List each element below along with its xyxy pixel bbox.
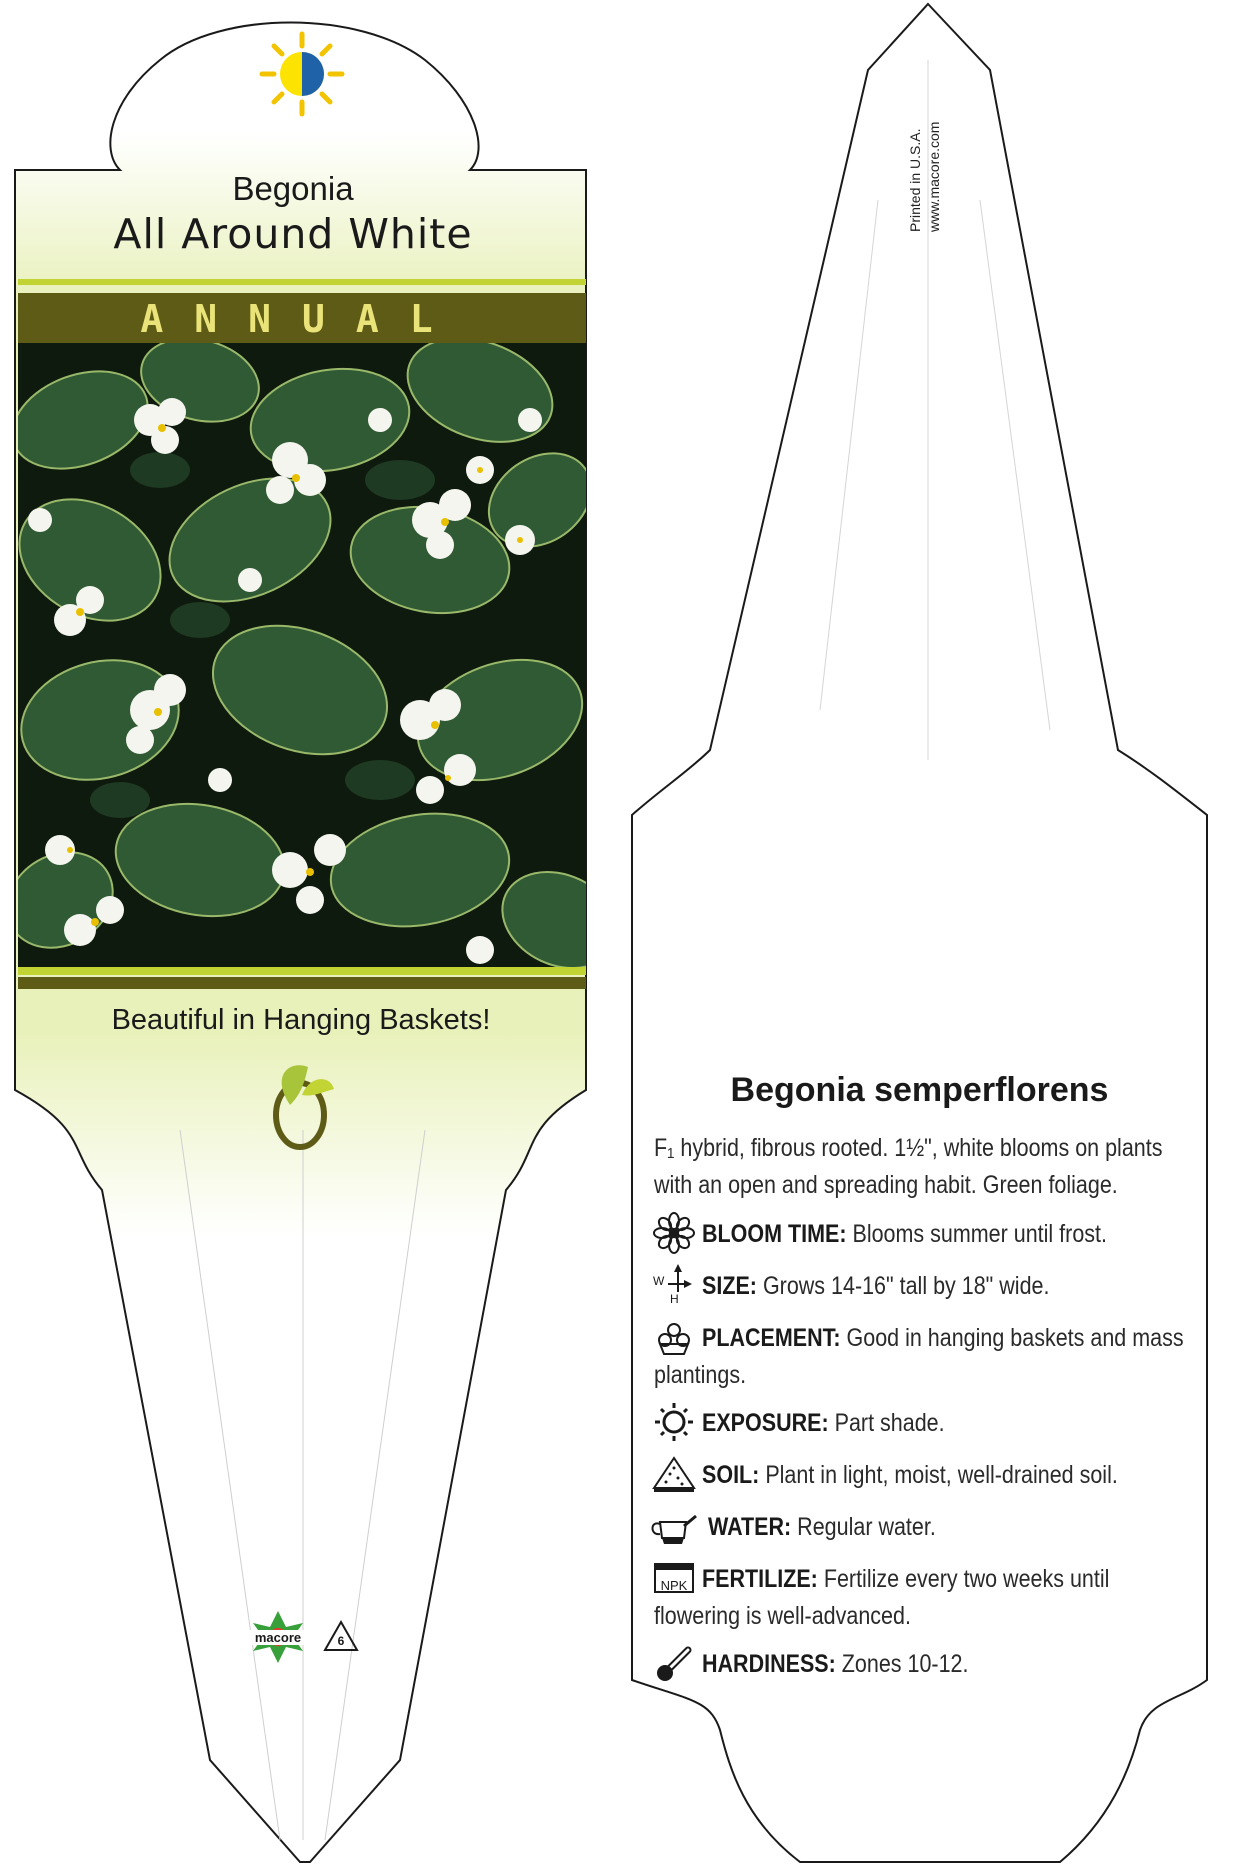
care-text: Grows 14-16" tall by 18" wide.: [762, 1272, 1050, 1300]
care-label: BLOOM TIME:: [702, 1220, 847, 1248]
printed-line-1: Printed in U.S.A.: [907, 128, 923, 232]
description-line-2: with an open and spreading habit. Green foliage.: [654, 1171, 1118, 1199]
category-band: ANNUAL: [140, 297, 464, 341]
plant-photo: [0, 319, 633, 986]
description: [654, 1130, 1213, 1204]
care-hardiness: [702, 1646, 1233, 1683]
care-text: Zones 10-12.: [841, 1650, 969, 1678]
npk-label: NPK: [660, 1578, 688, 1593]
care-text: Regular water.: [797, 1513, 936, 1541]
care-label: EXPOSURE:: [702, 1409, 829, 1437]
printed-line-2: www.macore.com: [926, 121, 942, 232]
care-soil: [702, 1457, 1233, 1494]
care-placement-cont: plantings.: [654, 1361, 747, 1389]
brand-name: macore: [254, 1630, 302, 1645]
care-fertilize-cont: flowering is well-advanced.: [654, 1602, 911, 1630]
care-label: PLACEMENT:: [702, 1324, 841, 1352]
care-text: Plant in light, moist, well-drained soil.: [765, 1461, 1118, 1489]
care-label: HARDINESS:: [702, 1650, 836, 1678]
care-text: Good in hanging baskets and mass: [846, 1324, 1184, 1352]
sun-icon: [262, 34, 342, 114]
size-icon-h: H: [670, 1292, 679, 1306]
care-text: Fertilize every two weeks until: [823, 1565, 1110, 1593]
care-bloom-time: [702, 1216, 1233, 1253]
care-text: Part shade.: [834, 1409, 945, 1437]
recycle-number: 6: [337, 1634, 345, 1648]
printed-in-usa: [906, 122, 944, 232]
care-exposure: [702, 1405, 1233, 1442]
species-name: Begonia semperflorens: [730, 1071, 1109, 1109]
care-text: Blooms summer until frost.: [852, 1220, 1107, 1248]
size-icon-w: W: [653, 1274, 665, 1288]
care-size: [702, 1268, 1233, 1305]
care-label: FERTILIZE:: [702, 1565, 818, 1593]
care-label: SIZE:: [702, 1272, 757, 1300]
care-water: [708, 1509, 1233, 1546]
care-fertilize: [702, 1561, 1233, 1598]
front-genus: Begonia: [232, 170, 354, 207]
care-label: SOIL:: [702, 1461, 760, 1489]
front-tagline: Beautiful in Hanging Baskets!: [111, 1004, 491, 1036]
description-line-1: F₁ hybrid, fibrous rooted. 1½", white blooms on plants: [654, 1134, 1163, 1162]
front-variety-name: All Around White: [113, 210, 473, 258]
care-label: WATER:: [708, 1513, 792, 1541]
care-placement: [702, 1320, 1233, 1357]
